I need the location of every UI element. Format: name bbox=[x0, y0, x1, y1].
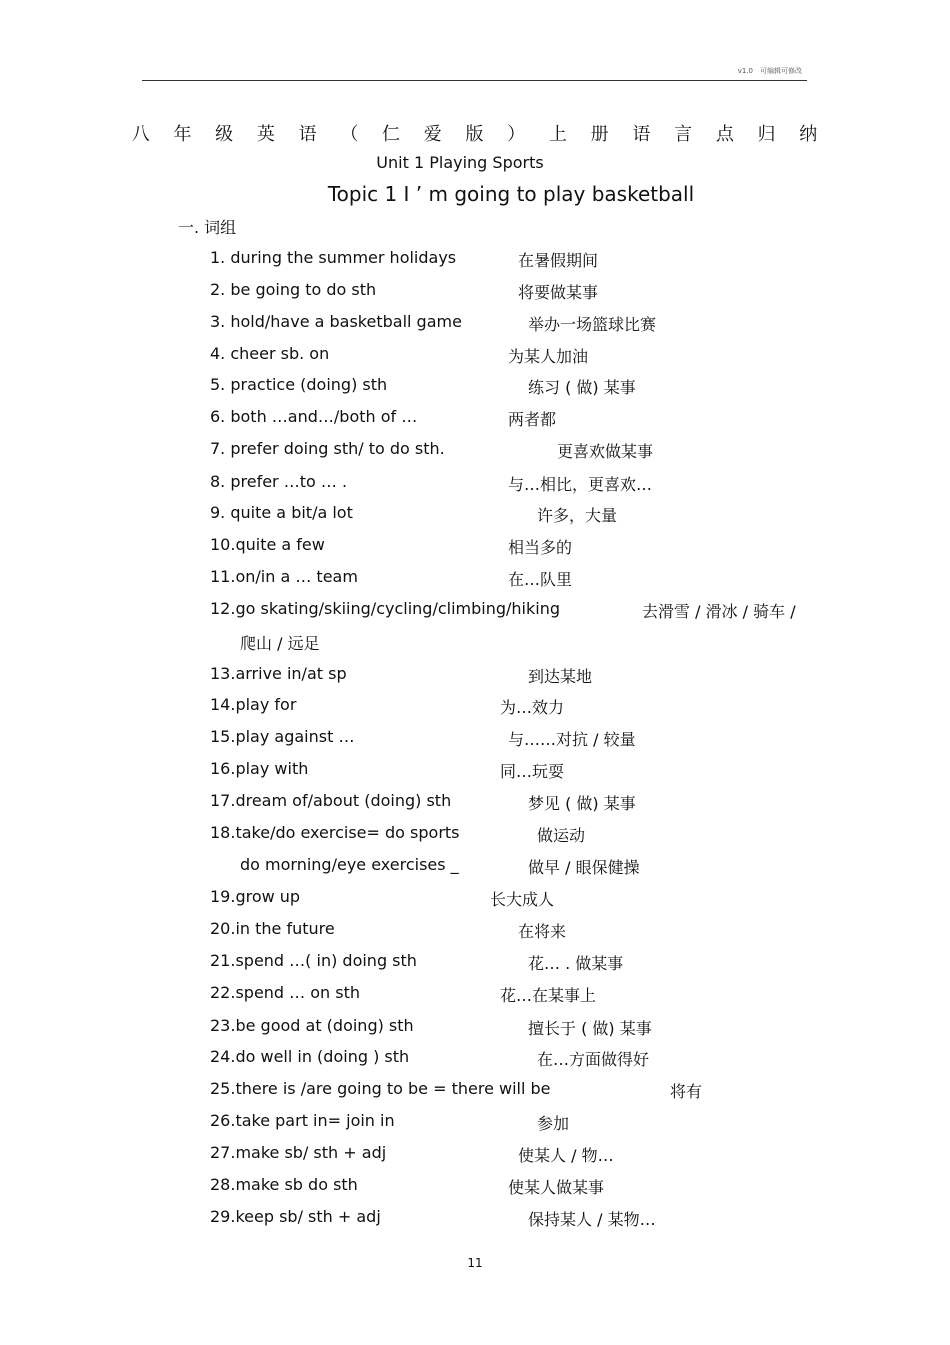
phrase-row bbox=[0, 312, 950, 334]
phrase-chinese: 长大成人 bbox=[490, 890, 555, 909]
phrase-chinese: 梦见 ( 做) 某事 bbox=[528, 794, 636, 813]
page-title: 八 年 级 英 语 （ 仁 爱 版 ） 上 册 语 言 点 归 纳 bbox=[131, 124, 827, 145]
phrase-chinese: 使某人做某事 bbox=[508, 1178, 605, 1197]
phrase-row bbox=[0, 1047, 950, 1069]
phrase-row bbox=[0, 919, 950, 941]
phrase-english: 13.arrive in/at sp bbox=[210, 664, 347, 683]
phrase-row bbox=[0, 631, 950, 653]
phrase-english: 8. prefer …to … . bbox=[210, 472, 348, 491]
phrase-row bbox=[0, 439, 950, 461]
phrase-chinese: 到达某地 bbox=[528, 667, 593, 686]
phrase-english: 2. be going to do sth bbox=[210, 280, 377, 299]
phrase-chinese: 与……对抗 / 较量 bbox=[508, 730, 636, 749]
phrase-row bbox=[0, 759, 950, 781]
phrase-english: 21.spend …( in) doing sth bbox=[210, 951, 417, 970]
phrase-english: 14.play for bbox=[210, 695, 297, 714]
phrase-row bbox=[0, 855, 950, 877]
phrase-chinese: 将要做某事 bbox=[518, 283, 599, 302]
phrase-chinese: 在…队里 bbox=[508, 570, 573, 589]
phrase-chinese: 参加 bbox=[537, 1114, 570, 1133]
phrase-english: do morning/eye exercises _ bbox=[240, 855, 459, 874]
phrase-english: 25.there is /are going to be = there will be bbox=[210, 1079, 551, 1098]
unit-heading: Unit 1 Playing Sports bbox=[376, 153, 544, 172]
phrase-english: 3. hold/have a basketball game bbox=[210, 312, 462, 331]
phrase-english: 1. during the summer holidays bbox=[210, 248, 457, 267]
phrase-row bbox=[0, 472, 950, 494]
phrase-row bbox=[0, 983, 950, 1005]
phrase-english: 9. quite a bit/a lot bbox=[210, 503, 353, 522]
phrase-chinese: 擅长于 ( 做) 某事 bbox=[528, 1019, 652, 1038]
phrase-english: 26.take part in= join in bbox=[210, 1111, 395, 1130]
phrase-row bbox=[0, 280, 950, 302]
phrase-english: 10.quite a few bbox=[210, 535, 325, 554]
phrase-english: 28.make sb do sth bbox=[210, 1175, 358, 1194]
phrase-row bbox=[0, 535, 950, 557]
phrase-row bbox=[0, 727, 950, 749]
phrase-english: 11.on/in a … team bbox=[210, 567, 358, 586]
phrase-row bbox=[0, 344, 950, 366]
phrase-chinese: 举办一场篮球比赛 bbox=[528, 315, 657, 334]
phrase-chinese: 在…方面做得好 bbox=[537, 1050, 650, 1069]
phrase-row bbox=[0, 1111, 950, 1133]
phrase-row bbox=[0, 1016, 950, 1038]
phrase-chinese: 使某人 / 物… bbox=[518, 1146, 614, 1165]
phrase-english: 6. both …and…/both of … bbox=[210, 407, 418, 426]
phrase-english: 22.spend … on sth bbox=[210, 983, 361, 1002]
topic-heading: Topic 1 I ’ m going to play basketball bbox=[327, 182, 695, 206]
phrase-english: 4. cheer sb. on bbox=[210, 344, 330, 363]
phrase-row bbox=[0, 1175, 950, 1197]
phrase-chinese: 做早 / 眼保健操 bbox=[528, 858, 640, 877]
page-number: 11 bbox=[467, 1256, 483, 1270]
header-note: v1.0 可编辑可修改 bbox=[737, 67, 802, 75]
phrase-english: 15.play against … bbox=[210, 727, 355, 746]
phrase-chinese: 在将来 bbox=[518, 922, 567, 941]
phrase-row bbox=[0, 695, 950, 717]
phrase-row bbox=[0, 823, 950, 845]
phrase-english: 18.take/do exercise= do sports bbox=[210, 823, 460, 842]
phrase-chinese: 花… . 做某事 bbox=[528, 954, 624, 973]
phrase-row bbox=[0, 407, 950, 429]
phrase-english: 20.in the future bbox=[210, 919, 335, 938]
header-rule bbox=[142, 80, 807, 81]
phrase-english: 12.go skating/skiing/cycling/climbing/hiking bbox=[210, 599, 560, 618]
phrase-chinese: 两者都 bbox=[508, 410, 557, 429]
phrase-row bbox=[0, 1079, 950, 1101]
phrase-english: 29.keep sb/ sth + adj bbox=[210, 1207, 381, 1226]
phrase-english: 17.dream of/about (doing) sth bbox=[210, 791, 452, 810]
phrase-row bbox=[0, 567, 950, 589]
phrase-row bbox=[0, 951, 950, 973]
phrase-english: 24.do well in (doing ) sth bbox=[210, 1047, 410, 1066]
section-heading: 一. 词组 bbox=[178, 218, 237, 237]
phrase-row bbox=[0, 1207, 950, 1229]
phrase-english: 19.grow up bbox=[210, 887, 301, 906]
phrase-row bbox=[0, 248, 950, 270]
phrase-chinese: 保持某人 / 某物… bbox=[528, 1210, 656, 1229]
phrase-chinese: 为某人加油 bbox=[508, 347, 589, 366]
phrase-chinese: 花…在某事上 bbox=[500, 986, 597, 1005]
phrase-chinese: 与…相比，更喜欢… bbox=[508, 475, 653, 494]
phrase-row bbox=[0, 503, 950, 525]
phrase-row bbox=[0, 375, 950, 397]
phrase-row bbox=[0, 599, 950, 621]
phrase-chinese: 相当多的 bbox=[508, 538, 573, 557]
phrase-chinese: 去滑雪 / 滑冰 / 骑车 / bbox=[642, 602, 796, 621]
phrase-row bbox=[0, 887, 950, 909]
phrase-chinese: 将有 bbox=[670, 1082, 703, 1101]
phrase-row bbox=[0, 664, 950, 686]
phrase-chinese: 爬山 / 远足 bbox=[240, 634, 320, 653]
phrase-english: 16.play with bbox=[210, 759, 309, 778]
phrase-chinese: 同…玩耍 bbox=[500, 762, 565, 781]
phrase-chinese: 在暑假期间 bbox=[518, 251, 599, 270]
phrase-english: 5. practice (doing) sth bbox=[210, 375, 388, 394]
phrase-chinese: 为…效力 bbox=[500, 698, 565, 717]
phrase-chinese: 许多，大量 bbox=[537, 506, 618, 525]
phrase-chinese: 做运动 bbox=[537, 826, 586, 845]
phrase-english: 27.make sb/ sth + adj bbox=[210, 1143, 387, 1162]
phrase-row bbox=[0, 1143, 950, 1165]
phrase-chinese: 更喜欢做某事 bbox=[557, 442, 654, 461]
phrase-row bbox=[0, 791, 950, 813]
phrase-english: 23.be good at (doing) sth bbox=[210, 1016, 414, 1035]
phrase-chinese: 练习 ( 做) 某事 bbox=[528, 378, 636, 397]
phrase-english: 7. prefer doing sth/ to do sth. bbox=[210, 439, 445, 458]
